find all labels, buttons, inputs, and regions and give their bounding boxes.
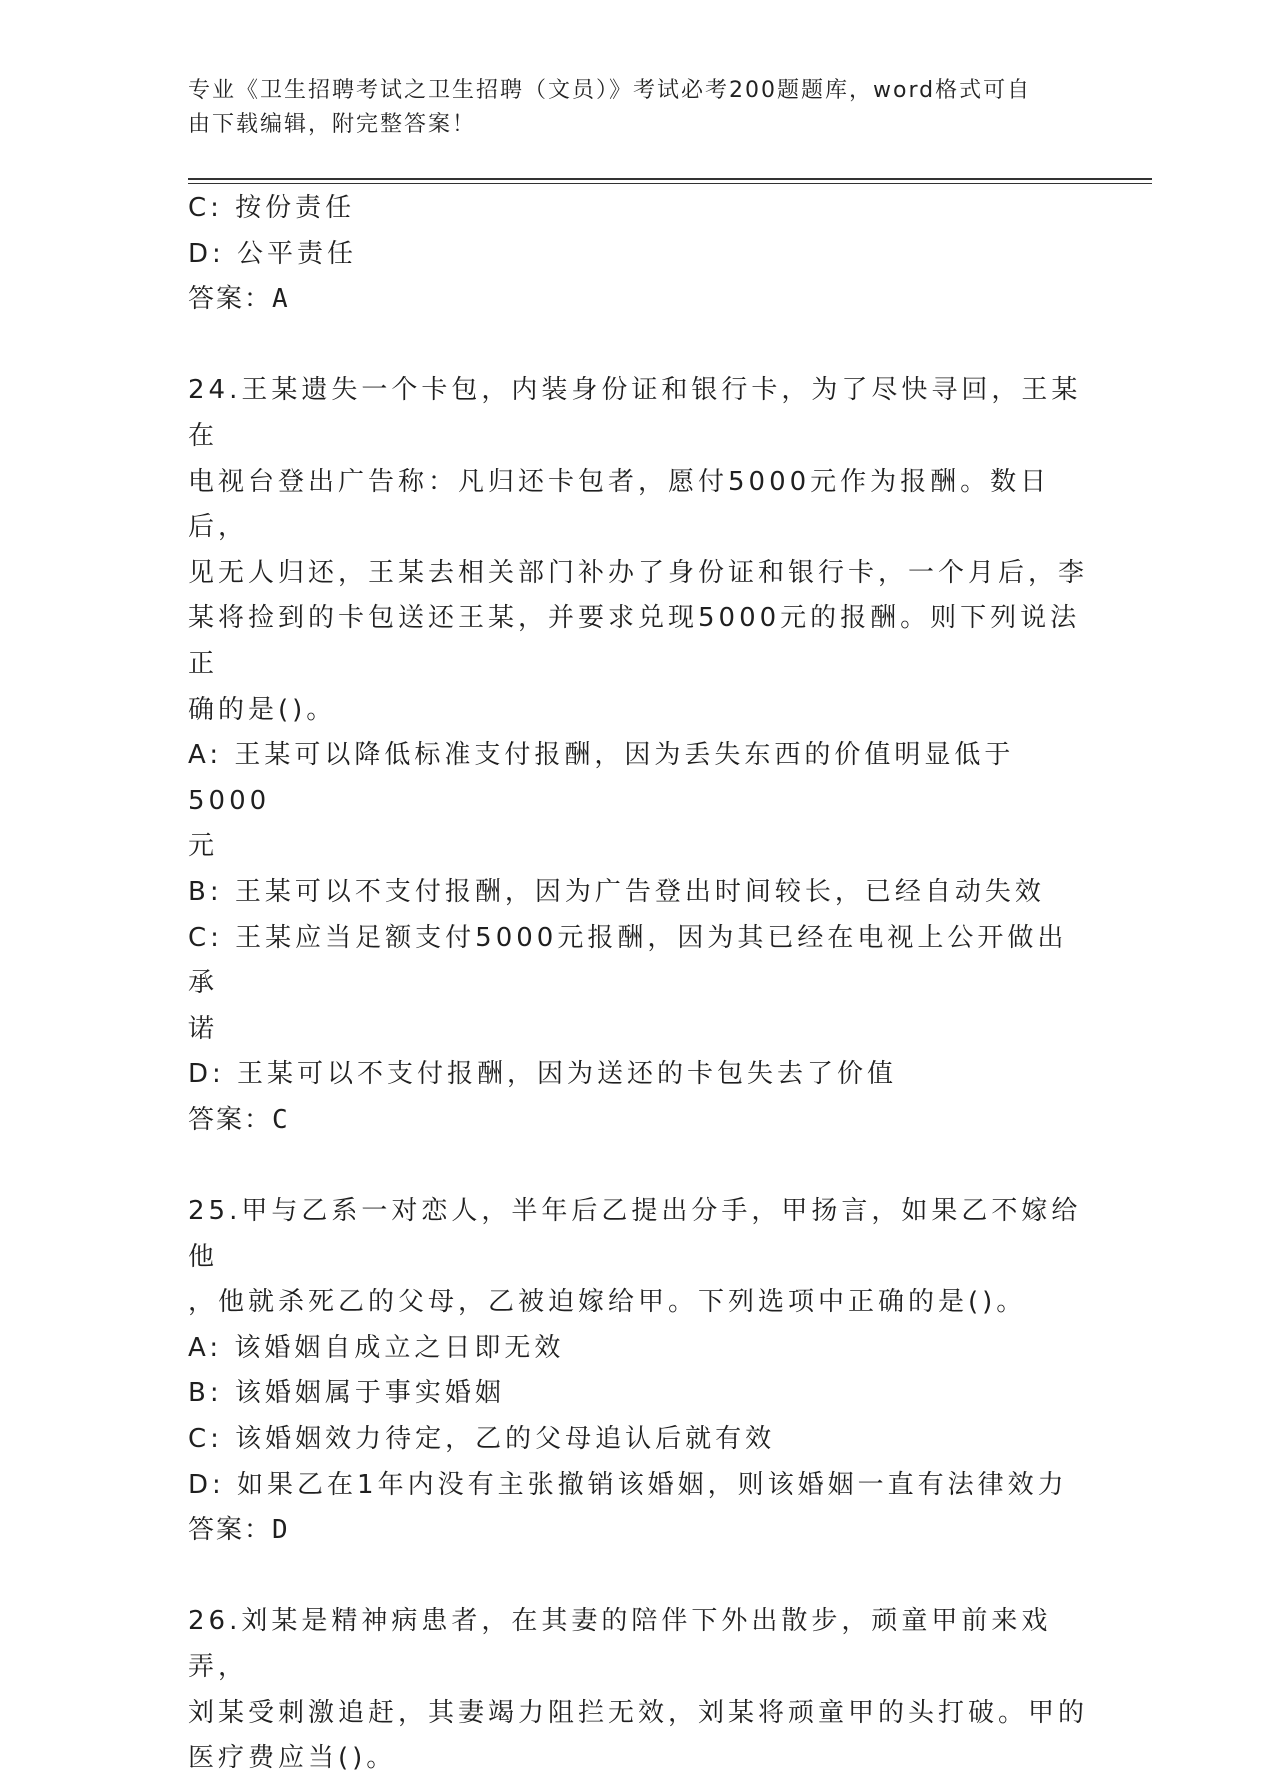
option-c: C: 王某应当足额支付5000元报酬，因为其已经在电视上公开做出承	[188, 922, 1068, 999]
option-d: D: 王某可以不支付报酬，因为送还的卡包失去了价值	[188, 1059, 898, 1090]
header-divider-thick	[188, 178, 1152, 180]
header-line-2: 由下载编辑，附完整答案！	[188, 112, 477, 137]
question-text-line: 26.刘某是精神病患者，在其妻的陪伴下外出散步，顽童甲前来戏弄，	[188, 1606, 1052, 1682]
option-c: C: 按份责任	[188, 193, 356, 223]
answer-line	[188, 1508, 1088, 1554]
question-text-line: 确的是()。	[188, 694, 337, 725]
answer-value: D	[272, 1515, 290, 1546]
question-24	[188, 368, 1088, 1143]
header-line-1: 专业《卫生招聘考试之卫生招聘（文员）》考试必考200题题库，word格式可自	[188, 78, 1032, 103]
question-26	[188, 1599, 1088, 1781]
option-d: D: 公平责任	[188, 238, 358, 269]
header-divider-thin	[188, 183, 1152, 184]
option-c-continued: 诺	[188, 1013, 219, 1044]
question-text-line: 电视台登出广告称：凡归还卡包者，愿付5000元作为报酬。数日后，	[188, 466, 1051, 543]
document-body	[188, 186, 1088, 1782]
spacer	[188, 323, 1088, 369]
question-text-line: 医疗费应当()。	[188, 1743, 397, 1774]
option-a: A: 该婚姻自成立之日即无效	[188, 1332, 565, 1363]
question-25	[188, 1189, 1088, 1554]
option-d: D: 如果乙在1年内没有主张撤销该婚姻，则该婚姻一直有法律效力	[188, 1469, 1068, 1500]
question-text-line: 24.王某遗失一个卡包，内装身份证和银行卡，为了尽快寻回，王某在	[188, 375, 1082, 451]
answer-label: 答案：	[188, 284, 273, 315]
spacer	[188, 1143, 1088, 1189]
option-c: C: 该婚姻效力待定，乙的父母追认后就有效	[188, 1424, 776, 1455]
answer-line	[188, 277, 1088, 323]
answer-label: 答案：	[188, 1104, 273, 1135]
document-header	[188, 74, 1068, 142]
question-text-line: 某将捡到的卡包送还王某，并要求兑现5000元的报酬。则下列说法正	[188, 603, 1081, 679]
option-a: A: 王某可以降低标准支付报酬，因为丢失东西的价值明显低于5000	[188, 740, 1015, 816]
question-text-line: ，他就杀死乙的父母，乙被迫嫁给甲。下列选项中正确的是()。	[188, 1287, 1027, 1318]
answer-line	[188, 1098, 1088, 1144]
answer-value: C	[272, 1104, 290, 1135]
spacer	[188, 1554, 1088, 1600]
question-text-line: 见无人归还，王某去相关部门补办了身份证和银行卡，一个月后，李	[188, 557, 1089, 588]
option-b: B: 王某可以不支付报酬，因为广告登出时间较长，已经自动失效	[188, 876, 1045, 907]
option-a-continued: 元	[188, 831, 219, 862]
question-text-line: 刘某受刺激追赶，其妻竭力阻拦无效，刘某将顽童甲的头打破。甲的	[188, 1697, 1089, 1728]
question-23-tail	[188, 186, 1088, 323]
option-b: B: 该婚姻属于事实婚姻	[188, 1378, 505, 1409]
answer-label: 答案：	[188, 1515, 273, 1546]
answer-value: A	[272, 284, 290, 315]
question-text-line: 25.甲与乙系一对恋人，半年后乙提出分手，甲扬言，如果乙不嫁给他	[188, 1196, 1082, 1272]
